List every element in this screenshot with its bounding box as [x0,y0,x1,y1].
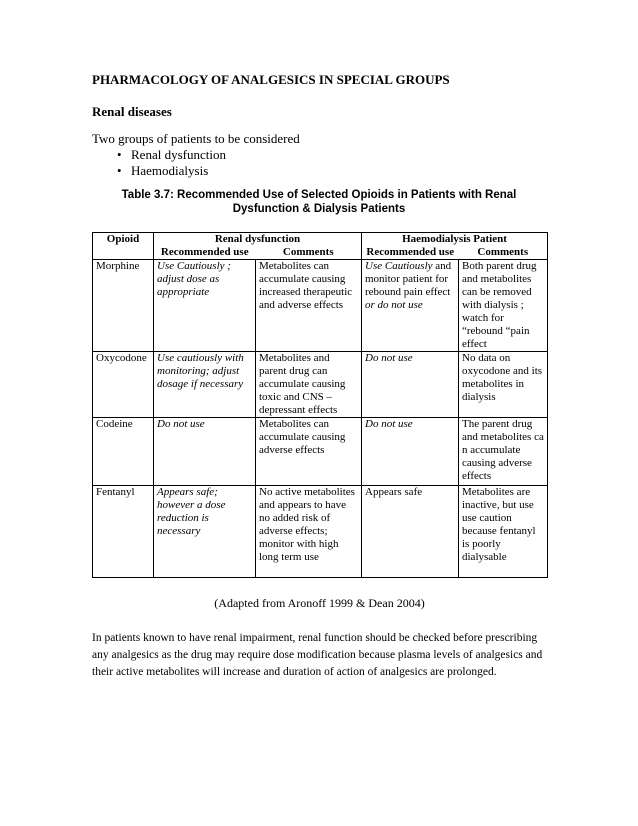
bullet-list [117,147,226,179]
cell-haemo-rec: Use Cautiously and monitor patient for rebound pain effect or do not use [362,260,459,352]
header-rec-haemo: Recommended use [362,246,459,260]
cell-haemo-com: The parent drug and metabolites ca n accumulate causing adverse effects [459,418,548,486]
header-rec-renal: Recommended use [154,246,256,260]
table-source: (Adapted from Aronoff 1999 & Dean 2004) [214,596,425,610]
header-haemo: Haemodialysis Patient [362,233,548,247]
table-row [93,418,548,486]
cell-renal-rec: Use Cautiously ; adjust dose as appropriate [154,260,256,352]
table-row [93,352,548,418]
header-spacer [93,246,154,260]
header-com-haemo: Comments [459,246,548,260]
bullet-item: • Renal dysfunction [117,147,226,162]
cell-haemo-rec: Do not use [362,352,459,418]
cell-opioid: Morphine [93,260,154,352]
bullet-icon: • [117,147,122,162]
header-com-renal: Comments [256,246,362,260]
table-caption: Table 3.7: Recommended Use of Selected Opioids in Patients with Renal Dysfunction & Dialysis Patients [121,189,517,215]
cell-haemo-com: No data on oxycodone and its metabolites in dialysis [459,352,548,418]
intro-text: Two groups of patients to be considered [92,131,300,146]
cell-haemo-rec: Do not use [362,418,459,486]
cell-haemo-com: Both parent drug and metabolites can be removed with dialysis ; watch for “rebound “pain effect [459,260,548,352]
cell-opioid: Oxycodone [93,352,154,418]
cell-haemo-rec: Appears safe [362,486,459,578]
cell-renal-com: Metabolites can accumulate causing adverse effects [256,418,362,486]
bullet-item: • Haemodialysis [117,163,209,178]
cell-renal-rec: Do not use [154,418,256,486]
cell-haemo-com: Metabolites are inactive, but use use caution because fentanyl is poorly dialysable [459,486,548,578]
cell-renal-rec: Appears safe; however a dose reduction is necessary [154,486,256,578]
header-renal: Renal dysfunction [154,233,362,247]
cell-opioid: Fentanyl [93,486,154,578]
section-heading: Renal diseases [92,104,172,119]
bullet-icon: • [117,163,122,178]
page-title: PHARMACOLOGY OF ANALGESICS IN SPECIAL GROUPS [92,72,450,87]
opioid-table [92,232,548,578]
header-opioid: Opioid [93,233,154,247]
cell-opioid: Codeine [93,418,154,486]
cell-renal-com: Metabolites and parent drug can accumulate causing toxic and CNS – depressant effects [256,352,362,418]
cell-renal-com: Metabolites can accumulate causing increased therapeutic and adverse effects [256,260,362,352]
table-row [93,260,548,352]
body-paragraph: In patients known to have renal impairment, renal function should be checked before prescribing any analgesics as the drug may require dose modification because plasma levels of analgesics and their active metabolites will increase and duration of action of analgesics are prolonged. [92,632,543,678]
cell-renal-rec: Use cautiously with monitoring; adjust dosage if necessary [154,352,256,418]
table-row [93,486,548,578]
cell-renal-com: No active metabolites and appears to have no added risk of adverse effects; monitor with high long term use [256,486,362,578]
